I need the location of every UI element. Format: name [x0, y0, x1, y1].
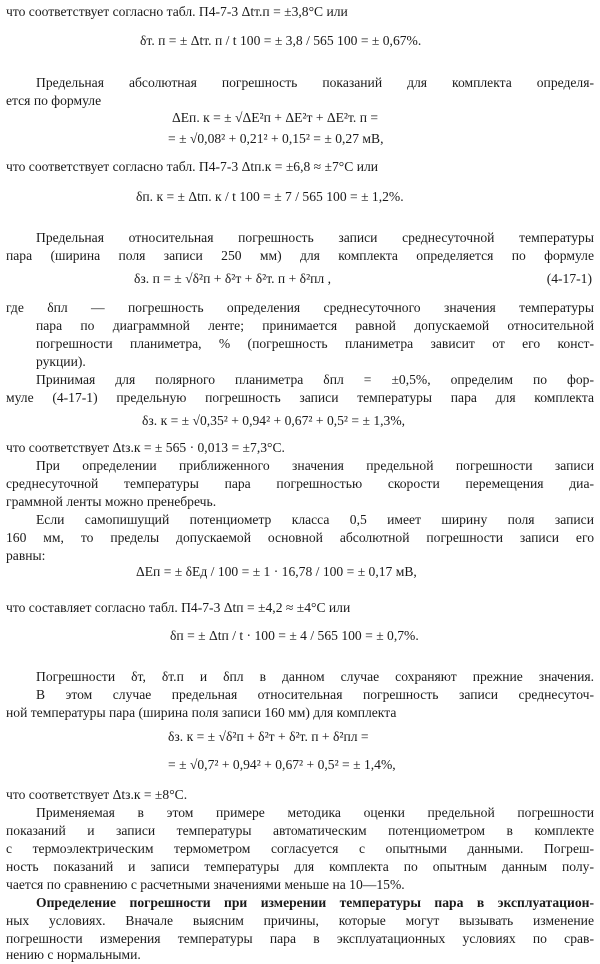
- formula-line: δз. к = ± √0,35² + 0,94² + 0,67² + 0,5² = ± 1,3%,: [142, 413, 406, 428]
- text-line: показаний и записи температуры автоматическим потенциометром в комплекте: [6, 823, 594, 838]
- text-line: муле (4-17-1) предельную погрешность записи температуры пара для комплекта: [6, 390, 594, 405]
- text-line: что соответствует Δtз.к = ± 565 · 0,013 = ±7,3°С.: [6, 440, 285, 455]
- text-line: Определение погрешности при измерении температуры пара в эксплуатацион-: [36, 895, 594, 910]
- text-line: ность показаний и записи температуры для комплекта по опытным данным полу-: [6, 859, 594, 874]
- text-line: граммной ленты можно пренебречь.: [6, 494, 217, 509]
- text-line: с термоэлектрическим термометром согласуется с опытными данными. Погреш-: [6, 841, 594, 856]
- text-line: ной температуры пара (ширина поля записи 160 мм) для комплекта: [6, 705, 397, 720]
- text-line: В этом случае предельная относительная погрешность записи среднесуточ-: [36, 687, 594, 702]
- text-line: При определении приближенного значения предельной погрешности записи: [36, 458, 594, 473]
- formula-line: δт. п = ± Δtт. п / t 100 = ± 3,8 / 565 100 = ± 0,67%.: [140, 33, 422, 48]
- text-line: ется по формуле: [6, 93, 102, 108]
- text-line: что соответствует согласно табл. П4-7-3 Δtп.к = ±6,8 ≈ ±7°С или: [6, 159, 379, 174]
- text-line: пара (ширина поля записи 250 мм) для комплекта определяется по формуле: [6, 248, 594, 263]
- text-line: погрешности планиметра, % (погрешность планиметра зависит от его конст-: [36, 336, 594, 351]
- text-line: Предельная абсолютная погрешность показаний для комплекта определя-: [36, 75, 594, 90]
- text-line: нению с нормальными.: [6, 947, 141, 962]
- text-line: Погрешности δт, δт.п и δпл в данном случае сохраняют прежние значения.: [36, 669, 594, 684]
- text-line: что соответствует Δtз.к = ±8°С.: [6, 787, 188, 802]
- text-line: Принимая для полярного планиметра δпл = ±0,5%, определим по фор-: [36, 372, 594, 387]
- text-line: равны:: [6, 548, 46, 563]
- text-line: Предельная относительная погрешность записи среднесуточной температуры: [36, 230, 594, 245]
- equation-number: (4-17-1): [546, 271, 592, 286]
- text-line: 160 мм, то пределы допускаемой основной абсолютной погрешности записи его: [6, 530, 594, 545]
- formula-line: ΔEп = ± δEд / 100 = ± 1 · 16,78 / 100 = ± 0,17 мВ,: [136, 564, 417, 579]
- text-line: пара по диаграммной ленте; принимается равной допускаемой относительной: [36, 318, 594, 333]
- text-line: Применяемая в этом примере методика оценки предельной погрешности: [36, 805, 594, 820]
- formula-line: = ± √0,7² + 0,94² + 0,67² + 0,5² = ± 1,4%,: [168, 757, 396, 772]
- text-line: среднесуточной температуры пара погрешностью скорости перемещения диа-: [6, 476, 594, 491]
- text-line: рукции).: [36, 354, 86, 369]
- formula-line: δз. к = ± √δ²п + δ²т + δ²т. п + δ²пл =: [168, 729, 369, 744]
- text-line: где δпл — погрешность определения среднесуточного значения температуры: [6, 300, 594, 315]
- text-line: чается по сравнению с расчетными значениями меньше на 10—15%.: [6, 877, 405, 892]
- text-line: погрешности измерения температуры пара в эксплуатационных условиях по срав-: [6, 931, 594, 946]
- text-line: что соответствует согласно табл. П4-7-3 Δtт.п = ±3,8°С или: [6, 4, 348, 19]
- formula-line: = ± √0,08² + 0,21² + 0,15² = ± 0,27 мВ,: [168, 131, 384, 146]
- formula-line: δз. п = ± √δ²п + δ²т + δ²т. п + δ²пл ,: [134, 271, 332, 286]
- formula-line: δп = ± Δtп / t · 100 = ± 4 / 565 100 = ± 0,7%.: [170, 628, 419, 643]
- text-line: ных условиях. Вначале выясним причины, которые могут вызывать изменение: [6, 913, 594, 928]
- text-line: что составляет согласно табл. П4-7-3 Δtп = ±4,2 ≈ ±4°С или: [6, 600, 351, 615]
- formula-line: ΔEп. к = ± √ΔE²п + ΔE²т + ΔE²т. п =: [172, 110, 379, 125]
- formula-line: δп. к = ± Δtп. к / t 100 = ± 7 / 565 100 = ± 1,2%.: [136, 189, 404, 204]
- text-line: Если самопишущий потенциометр класса 0,5 имеет ширину поля записи: [36, 512, 594, 527]
